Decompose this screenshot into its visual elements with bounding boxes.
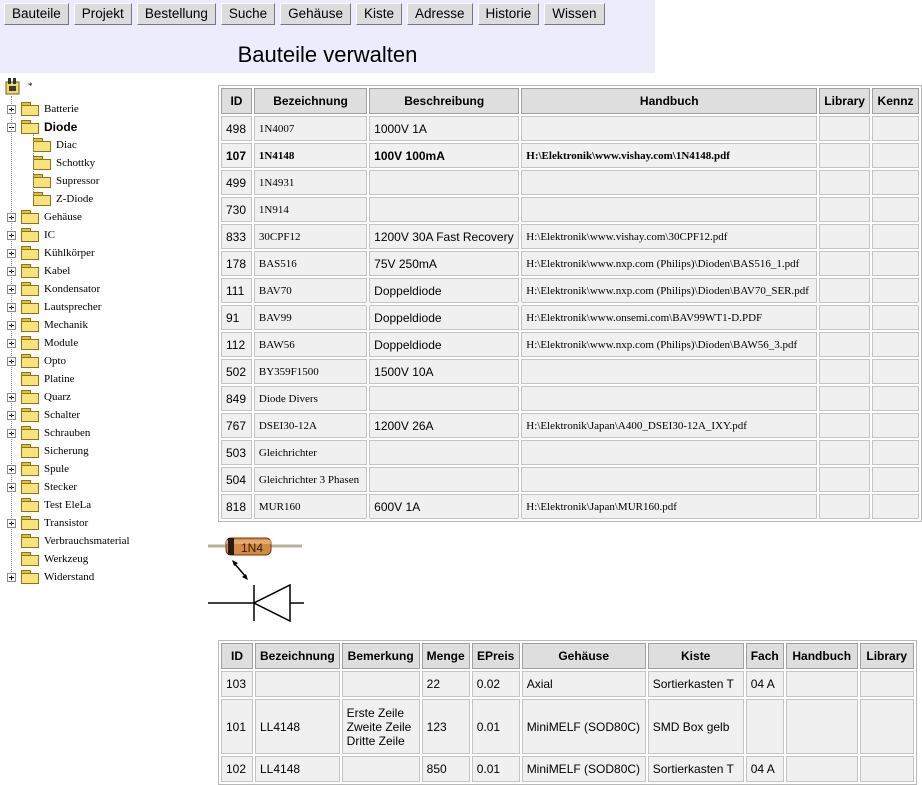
cell-library [860, 756, 914, 782]
cell-handbuch: H:\Elektronik\www.nxp.com (Philips)\Dioden\BAS516_1.pdf [521, 251, 817, 276]
cell-handbuch: H:\Elektronik\www.vishay.com\30CPF12.pdf [521, 224, 817, 249]
cell-handbuch [521, 197, 817, 222]
cell-gehaeuse: Axial [522, 671, 646, 697]
nav-wissen-button[interactable]: Wissen [544, 3, 604, 25]
main-nav [4, 3, 605, 25]
cell-id: 101 [221, 699, 253, 754]
cell-id: 502 [221, 359, 252, 384]
cell-beschreibung: 1200V 26A [369, 413, 519, 438]
parts-table [218, 85, 922, 522]
cell-library [819, 116, 870, 141]
cell-kennz [872, 332, 919, 357]
cell-handbuch: H:\Elektronik\www.nxp.com (Philips)\Dioden\BAW56_3.pdf [521, 332, 817, 357]
tree-node[interactable] [7, 550, 88, 568]
stock-col-handbuch[interactable]: Handbuch [786, 643, 858, 669]
folder-icon [21, 282, 39, 296]
cell-handbuch [521, 359, 817, 384]
cell-epreis: 0.01 [472, 756, 520, 782]
tree-node[interactable] [7, 226, 55, 244]
cell-bezeichnung: Gleichrichter 3 Phasen [254, 467, 367, 492]
cell-library [819, 494, 870, 519]
tree-node[interactable] [33, 190, 93, 208]
nav-kiste-button[interactable]: Kiste [356, 3, 402, 25]
cell-bezeichnung: 30CPF12 [254, 224, 367, 249]
cell-handbuch [786, 671, 858, 697]
nav-adresse-button[interactable]: Adresse [407, 3, 473, 25]
cell-handbuch [521, 467, 817, 492]
cell-bemerkung [342, 756, 420, 782]
nav-bauteile-button[interactable]: Bauteile [4, 3, 69, 25]
cell-id: 178 [221, 251, 252, 276]
stock-col-menge[interactable]: Menge [422, 643, 470, 669]
cell-id: 102 [221, 756, 253, 782]
cell-kennz [872, 413, 919, 438]
folder-icon [21, 318, 39, 332]
top-bar [0, 0, 655, 73]
folder-icon [33, 174, 51, 188]
cell-kennz [872, 278, 919, 303]
folder-icon [21, 228, 39, 242]
cell-menge: 850 [422, 756, 470, 782]
cell-library [819, 170, 870, 195]
col-beschreibung[interactable]: Beschreibung [369, 88, 519, 114]
cell-handbuch: H:\Elektronik\www.vishay.com\1N4148.pdf [521, 143, 817, 168]
tree-node-label: Opto [44, 355, 66, 367]
parts-row[interactable] [221, 305, 919, 330]
cell-beschreibung [369, 467, 519, 492]
diode-marking: 1N4 [240, 541, 264, 555]
cell-bemerkung [342, 671, 420, 697]
cell-bezeichnung: BAV99 [254, 305, 367, 330]
diode-picture [206, 533, 306, 633]
cell-bezeichnung [255, 671, 340, 697]
page-title: Bauteile verwalten [237, 42, 418, 67]
cell-library [819, 251, 870, 276]
parts-row[interactable] [221, 494, 919, 519]
parts-row[interactable] [221, 467, 919, 492]
cell-bezeichnung: LL4148 [255, 699, 340, 754]
parts-row[interactable] [221, 170, 919, 195]
cell-beschreibung: 1500V 10A [369, 359, 519, 384]
tree-root-label: * [28, 81, 33, 91]
folder-icon [21, 444, 39, 458]
cell-id: 499 [221, 170, 252, 195]
cell-kennz [872, 251, 919, 276]
cell-handbuch [521, 386, 817, 411]
tree-node[interactable] [33, 136, 77, 154]
cell-kiste: Sortierkasten T [648, 671, 744, 697]
tree-node-label: Sicherung [44, 445, 89, 457]
cell-handbuch: H:\Elektronik\www.onsemi.com\BAV99WT1-D.PDF [521, 305, 817, 330]
nav-suche-button[interactable]: Suche [221, 3, 275, 25]
parts-header-row [221, 88, 919, 114]
cell-beschreibung: 75V 250mA [369, 251, 519, 276]
cell-id: 504 [221, 467, 252, 492]
cell-kennz [872, 386, 919, 411]
cell-bezeichnung: DSEI30-12A [254, 413, 367, 438]
tree-node-label: Diac [56, 139, 77, 151]
stock-col-epreis[interactable]: EPreis [472, 643, 520, 669]
tree-node[interactable] [7, 352, 66, 370]
folder-icon [21, 300, 39, 314]
tree-node[interactable] [7, 208, 82, 226]
cell-id: 818 [221, 494, 252, 519]
cell-kennz [872, 170, 919, 195]
cell-library [819, 359, 870, 384]
parts-row[interactable] [221, 386, 919, 411]
tree-root[interactable] [3, 76, 203, 96]
cell-gehaeuse: MiniMELF (SOD80C) [522, 699, 646, 754]
cell-bezeichnung: BAS516 [254, 251, 367, 276]
cell-library [819, 386, 870, 411]
stock-col-bemerkung[interactable]: Bemerkung [342, 643, 420, 669]
tree-node[interactable] [7, 460, 69, 478]
tree-node-label: Transistor [44, 517, 89, 529]
cell-kennz [872, 224, 919, 249]
parts-row[interactable] [221, 359, 919, 384]
cell-id: 730 [221, 197, 252, 222]
cell-library [819, 224, 870, 249]
cell-fach: 04 A [746, 756, 784, 782]
tree-node[interactable] [7, 388, 71, 406]
tree-node-label: Verbrauchsmaterial [44, 535, 130, 547]
parts-body [221, 116, 919, 519]
cell-beschreibung [369, 386, 519, 411]
cell-library [819, 467, 870, 492]
folder-icon [21, 102, 39, 116]
cell-beschreibung: 1000V 1A [369, 116, 519, 141]
cell-bemerkung: Erste Zeile Zweite Zeile Dritte Zeile [342, 699, 420, 754]
folder-icon [21, 570, 39, 584]
stock-col-bezeichnung[interactable]: Bezeichnung [255, 643, 340, 669]
folder-icon [33, 156, 51, 170]
tree-node-label: Z-Diode [56, 193, 94, 205]
col-id[interactable]: ID [221, 88, 252, 114]
stock-row[interactable] [221, 756, 914, 782]
cell-kennz [872, 494, 919, 519]
folder-icon [21, 552, 39, 566]
parts-row[interactable] [221, 332, 919, 357]
parts-row[interactable] [221, 197, 919, 222]
cell-id: 498 [221, 116, 252, 141]
cell-bezeichnung: BAV70 [254, 278, 367, 303]
folder-icon [21, 426, 39, 440]
cell-handbuch [786, 756, 858, 782]
stock-table [218, 640, 917, 785]
folder-icon [21, 210, 39, 224]
cell-bezeichnung: BY359F1500 [254, 359, 367, 384]
cell-beschreibung: Doppeldiode [369, 278, 519, 303]
tree-node-label: Schottky [56, 157, 96, 169]
stock-col-library[interactable]: Library [860, 643, 914, 669]
parts-row[interactable] [221, 224, 919, 249]
tree-node[interactable] [7, 118, 77, 136]
cell-bezeichnung: 1N4148 [254, 143, 367, 168]
parts-row[interactable] [221, 278, 919, 303]
cell-id: 112 [221, 332, 252, 357]
tree-node-label: Kabel [44, 265, 71, 277]
component-tree-icon [3, 76, 25, 96]
tree-node-label: Platine [44, 373, 75, 385]
tree-node-label: Gehäuse [44, 211, 82, 223]
stock-row[interactable] [221, 699, 914, 754]
tree-node[interactable] [33, 172, 99, 190]
tree-node[interactable] [7, 316, 88, 334]
cell-bezeichnung: 1N4007 [254, 116, 367, 141]
cell-library [819, 305, 870, 330]
tree-node-label: Kühlkörper [44, 247, 95, 259]
tree-node-label: Quarz [44, 391, 71, 403]
cell-epreis: 0.02 [472, 671, 520, 697]
tree-node-label: Werkzeug [44, 553, 89, 565]
cell-id: 91 [221, 305, 252, 330]
cell-menge: 22 [422, 671, 470, 697]
tree-node[interactable] [7, 100, 79, 118]
tree-node-label: Schalter [44, 409, 81, 421]
cell-bezeichnung: LL4148 [255, 756, 340, 782]
cell-library [860, 671, 914, 697]
folder-icon [21, 354, 39, 368]
cell-library [819, 332, 870, 357]
tree-node-label: Lautsprecher [44, 301, 102, 313]
cell-beschreibung [369, 197, 519, 222]
tree-node[interactable] [7, 280, 100, 298]
cell-bezeichnung: 1N914 [254, 197, 367, 222]
tree-connector [33, 134, 34, 200]
tree-node[interactable] [7, 298, 101, 316]
cell-id: 767 [221, 413, 252, 438]
folder-icon [21, 390, 39, 404]
tree-node-label: IC [44, 229, 55, 241]
folder-icon [21, 372, 39, 386]
stock-header-row [221, 643, 914, 669]
stock-col-fach[interactable]: Fach [746, 643, 784, 669]
tree-node[interactable] [7, 370, 75, 388]
cell-kennz [872, 197, 919, 222]
tree-node[interactable] [7, 478, 77, 496]
folder-icon [21, 462, 39, 476]
cell-handbuch [786, 699, 858, 754]
parts-row[interactable] [221, 440, 919, 465]
folder-icon [33, 192, 51, 206]
cell-fach: 04 A [746, 671, 784, 697]
cell-handbuch [521, 116, 817, 141]
parts-row[interactable] [221, 143, 919, 168]
folder-icon [21, 498, 39, 512]
cell-beschreibung: 100V 100mA [369, 143, 519, 168]
cell-beschreibung [369, 170, 519, 195]
tree-node-label: Batterie [44, 103, 79, 115]
cell-beschreibung: Doppeldiode [369, 332, 519, 357]
cell-bezeichnung: Diode Divers [254, 386, 367, 411]
nav-gehaeuse-button[interactable]: Gehäuse [280, 3, 351, 25]
tree-node-label: Supressor [56, 175, 100, 187]
folder-open-icon [21, 120, 39, 134]
col-bezeichnung[interactable]: Bezeichnung [254, 88, 367, 114]
parts-row[interactable] [221, 251, 919, 276]
folder-icon [21, 408, 39, 422]
cell-bezeichnung: BAW56 [254, 332, 367, 357]
cell-library [819, 197, 870, 222]
folder-icon [21, 336, 39, 350]
cell-gehaeuse: MiniMELF (SOD80C) [522, 756, 646, 782]
tree-node[interactable] [7, 568, 94, 586]
col-library[interactable]: Library [819, 88, 870, 114]
cell-handbuch: H:\Elektronik\www.nxp.com (Philips)\Dioden\BAV70_SER.pdf [521, 278, 817, 303]
col-handbuch[interactable]: Handbuch [521, 88, 817, 114]
nav-bestellung-button[interactable]: Bestellung [137, 3, 216, 25]
cell-handbuch: H:\Elektronik\Japan\A400_DSEI30-12A_IXY.pdf [521, 413, 817, 438]
tree-node[interactable] [7, 334, 78, 352]
cell-kennz [872, 116, 919, 141]
folder-icon [21, 516, 39, 530]
folder-icon [21, 246, 39, 260]
cell-library [819, 278, 870, 303]
cell-id: 111 [221, 278, 252, 303]
cell-menge: 123 [422, 699, 470, 754]
category-tree [3, 76, 203, 583]
cell-library [860, 699, 914, 754]
parts-row[interactable] [221, 116, 919, 141]
stock-col-gehaeuse[interactable]: Gehäuse [522, 643, 646, 669]
tree-node[interactable] [7, 262, 70, 280]
nav-projekt-button[interactable]: Projekt [74, 3, 132, 25]
cell-id: 107 [221, 143, 252, 168]
tree-node-label: Module [44, 337, 79, 349]
cell-bezeichnung: MUR160 [254, 494, 367, 519]
cell-kennz [872, 359, 919, 384]
cell-beschreibung: 1200V 30A Fast Recovery [369, 224, 519, 249]
cell-kiste: Sortierkasten T [648, 756, 744, 782]
stock-body [221, 671, 914, 782]
tree-node-label: Kondensator [44, 283, 101, 295]
cell-epreis: 0.01 [472, 699, 520, 754]
folder-icon [21, 264, 39, 278]
cell-library [819, 143, 870, 168]
cell-handbuch [521, 440, 817, 465]
cell-bezeichnung: 1N4931 [254, 170, 367, 195]
tree-node-label: Spule [44, 463, 70, 475]
tree-node-label: Mechanik [44, 319, 88, 331]
tree-node[interactable] [7, 532, 130, 550]
cell-kennz [872, 467, 919, 492]
cell-handbuch [521, 170, 817, 195]
cell-kennz [872, 305, 919, 330]
stock-col-kiste[interactable]: Kiste [648, 643, 744, 669]
tree-node-label: Stecker [44, 481, 77, 493]
cell-beschreibung [369, 440, 519, 465]
tree-node-label: Widerstand [44, 571, 95, 583]
tree-node[interactable] [7, 442, 89, 460]
stock-col-id[interactable]: ID [221, 643, 253, 669]
folder-icon [21, 534, 39, 548]
cell-id: 503 [221, 440, 252, 465]
tree-node[interactable] [7, 244, 95, 262]
folder-icon [33, 138, 51, 152]
cell-fach [746, 699, 784, 754]
cell-id: 103 [221, 671, 253, 697]
cell-beschreibung: 600V 1A [369, 494, 519, 519]
tree-node-label: Diode [44, 120, 78, 134]
tree-node[interactable] [7, 496, 91, 514]
tree-node-label: Schrauben [44, 427, 91, 439]
tree-connector [11, 96, 12, 576]
stock-row[interactable] [221, 671, 914, 697]
nav-historie-button[interactable]: Historie [478, 3, 540, 25]
folder-icon [21, 480, 39, 494]
cell-kiste: SMD Box gelb [648, 699, 744, 754]
cell-id: 833 [221, 224, 252, 249]
cell-library [819, 413, 870, 438]
tree-node[interactable] [7, 424, 90, 442]
cell-id: 849 [221, 386, 252, 411]
cell-handbuch: H:\Elektronik\Japan\MUR160.pdf [521, 494, 817, 519]
cell-library [819, 440, 870, 465]
cell-kennz [872, 143, 919, 168]
tree-node[interactable] [7, 514, 88, 532]
cell-bezeichnung: Gleichrichter [254, 440, 367, 465]
tree-node[interactable] [33, 154, 95, 172]
col-kennz[interactable]: Kennz [872, 88, 919, 114]
parts-row[interactable] [221, 413, 919, 438]
cell-beschreibung: Doppeldiode [369, 305, 519, 330]
cell-kennz [872, 440, 919, 465]
tree-node-label: Test EleLa [44, 499, 92, 511]
tree-node[interactable] [7, 406, 80, 424]
